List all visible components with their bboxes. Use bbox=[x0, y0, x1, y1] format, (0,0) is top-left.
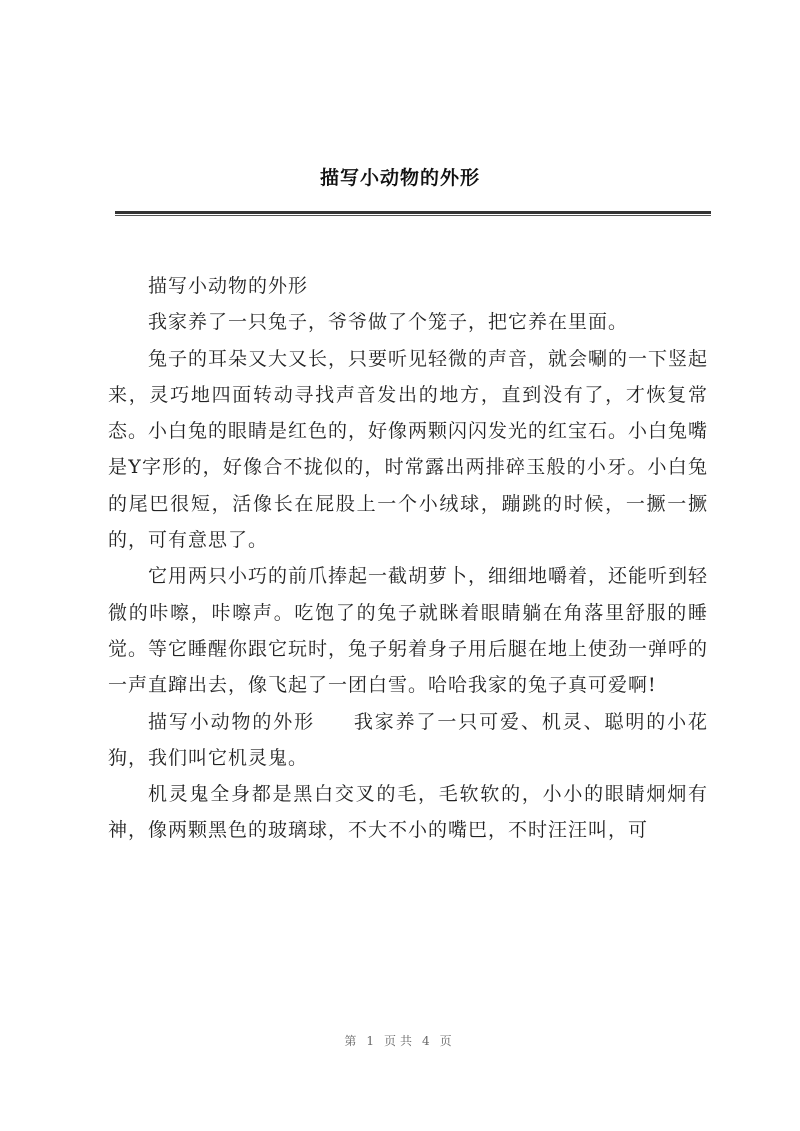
paragraph: 机灵鬼全身都是黑白交叉的毛，毛软软的，小小的眼睛炯炯有神，像两颗黑色的玻璃球，不大不小的嘴巴，不时汪汪叫，可 bbox=[108, 783, 708, 842]
footer-suffix: 页 bbox=[439, 1034, 456, 1048]
page-footer bbox=[0, 1032, 800, 1049]
title-divider-thin bbox=[115, 215, 711, 216]
paragraph: 我家养了一只兔子，爷爷做了个笼子，把它养在里面。 bbox=[148, 311, 629, 334]
title-divider bbox=[115, 211, 711, 214]
inline-heading: 描写小动物的外形 bbox=[148, 710, 316, 733]
paragraph bbox=[108, 704, 708, 777]
footer-total-pages: 4 bbox=[422, 1034, 434, 1048]
paragraph: 它用两只小巧的前爪捧起一截胡萝卜，细细地嚼着，还能听到轻微的咔嚓，咔嚓声。吃饱了的兔子就眯着眼睛躺在角落里舒服的睡觉。等它睡醒你跟它玩时，兔子躬着身子用后腿在地上使劲一弹呼的一声直蹿出去，像飞起了一团白雪。哈哈我家的兔子真可爱啊! bbox=[108, 565, 709, 697]
document-body bbox=[108, 268, 708, 849]
footer-prefix: 第 bbox=[344, 1034, 361, 1048]
footer-current-page: 1 bbox=[366, 1034, 378, 1048]
page-title: 描写小动物的外形 bbox=[319, 167, 480, 189]
paragraph: 兔子的耳朵又大又长，只要听见轻微的声音，就会唰的一下竖起来，灵巧地四面转动寻找声音发出的地方，直到没有了，才恢复常态。小白兔的眼睛是红色的，好像两颗闪闪发光的红宝石。小白兔嘴是Y字形的，好像合不拢似的，时常露出两排碎玉般的小牙。小白兔的尾巴很短，活像长在屁股上一个小绒球，蹦跳的时候，一撅一撅的，可有意思了。 bbox=[108, 347, 709, 552]
paragraph-heading: 描写小动物的外形 bbox=[148, 275, 309, 297]
footer-middle: 页共 bbox=[383, 1034, 416, 1048]
paragraph-text: 我家养了一只可爱、机灵、聪明的小花狗，我们叫它机灵鬼。 bbox=[108, 710, 708, 769]
